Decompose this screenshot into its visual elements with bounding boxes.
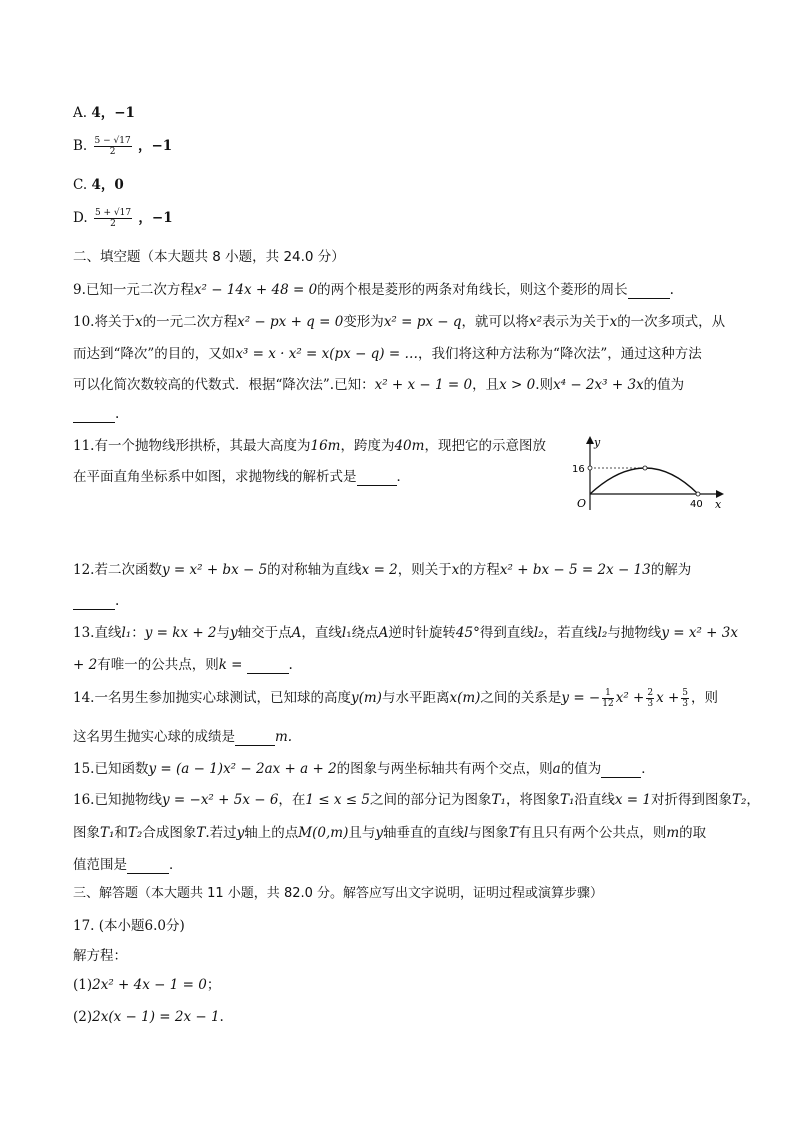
- q15-text: 的图象与两坐标轴共有两个交点，则: [336, 761, 553, 777]
- q11-end: ．: [396, 469, 410, 485]
- q13-text: ，若直线: [543, 625, 598, 641]
- q10-text: 的一元二次方程: [142, 314, 238, 330]
- question-15: [73, 760, 655, 778]
- q16-text: ，: [746, 792, 760, 808]
- question-17-part-1: [73, 976, 220, 994]
- q12-equation: x² + bx − 5 = 2x − 13: [499, 562, 651, 578]
- q13-var: l₁: [121, 625, 132, 641]
- option-d: [73, 208, 173, 229]
- q16-text: 16.已知抛物线: [73, 792, 162, 808]
- question-14-line-1: [73, 688, 718, 709]
- q11-height: 16m: [310, 438, 341, 454]
- q16-var: T₂: [127, 825, 143, 841]
- q10-text: 的一次多项式，从: [617, 314, 726, 330]
- q16-text: .若过: [205, 825, 237, 841]
- section2-header: 二、填空题（本大题共 8 小题，共 24.0 分）: [73, 249, 345, 265]
- q13-equation: y = kx + 2: [144, 625, 217, 641]
- q11-span: 40m: [394, 438, 425, 454]
- question-16-line-1: [73, 791, 760, 809]
- q17-part-1-end: ；: [206, 977, 221, 993]
- q16-var: T₂: [731, 792, 747, 808]
- option-c-value: 4，0: [91, 177, 124, 193]
- q12-text: 的方程: [459, 562, 500, 578]
- q10-equation: x⁴ − 2x³ + 3x: [553, 377, 644, 393]
- q16-text: 值范围是: [73, 857, 127, 873]
- q13-text: 逆时针旋转: [388, 625, 456, 641]
- q12-end: .: [115, 593, 120, 609]
- question-9: [73, 281, 674, 299]
- q11-text: 11.有一个抛物线形拱桥，其最大高度为: [73, 438, 311, 454]
- q10-equation: x² − px + q = 0: [237, 314, 344, 330]
- q15-end: ．: [641, 761, 655, 777]
- q9-end: .: [669, 282, 674, 298]
- q12-text: 12.若二次函数: [73, 562, 162, 578]
- q14-var: y(m): [350, 690, 382, 706]
- option-b-numerator: 5 − √17: [94, 136, 131, 146]
- q13-equation: y = x² + 3x: [661, 625, 738, 641]
- q13-var: l₂: [597, 625, 608, 641]
- question-14-line-2: [73, 728, 292, 746]
- q13-end: .: [288, 657, 293, 673]
- q16-text: 有且只有两个公共点，则: [517, 825, 667, 841]
- section3-header: 三、解答题（本大题共 11 小题，共 82.0 分。解答应写出文字说明，证明过程或演算步骤）: [73, 886, 604, 901]
- q12-var: x: [451, 562, 460, 578]
- q16-var: y: [375, 825, 383, 841]
- q14-text: 与水平距离: [381, 690, 450, 706]
- question-11-line-1: [73, 437, 546, 455]
- q16-end: ．: [169, 857, 183, 873]
- q14-var: x(m): [449, 690, 481, 706]
- q10-var: x²: [529, 314, 543, 330]
- q16-text: 沿直线: [574, 792, 615, 808]
- q16-var: T₁: [559, 792, 575, 808]
- q16-var: y: [236, 825, 245, 841]
- q10-text: ，就可以将: [461, 314, 530, 330]
- question-17-part-2: [73, 1008, 224, 1026]
- q10-text: 表示为关于: [542, 314, 610, 330]
- option-d-label: D.: [73, 210, 88, 226]
- q14-fraction-3: [681, 688, 689, 709]
- q13-var: A: [378, 625, 389, 641]
- q13-text: 与: [216, 625, 231, 641]
- q17-part-1-label: (1): [73, 977, 93, 993]
- q16-equation: x = 1: [614, 792, 651, 808]
- q10-text: 而达到“降次”的目的，又如: [73, 346, 236, 362]
- q12-equation: y = x² + bx − 5: [161, 562, 268, 578]
- q14-fraction-3-num: 5: [682, 688, 689, 698]
- q13-text: 13.直线: [73, 625, 122, 641]
- q11-text: 在平面直角坐标系中如图，求抛物线的解析式是: [73, 469, 357, 485]
- question-17-prompt: 解方程：: [73, 948, 127, 964]
- q14-text: ，则: [691, 690, 719, 706]
- q15-var: a: [552, 761, 561, 777]
- question-11-line-2: [73, 468, 410, 486]
- q14-fraction-2-num: 2: [647, 688, 654, 698]
- question-10-line-1: [73, 313, 725, 331]
- option-c: [73, 176, 124, 194]
- q16-text: 和: [114, 825, 128, 841]
- question-17-title: 17. (本小题6.0分): [73, 918, 185, 934]
- option-c-label: C.: [73, 177, 88, 193]
- q11-text: ，现把它的示意图放: [424, 438, 546, 454]
- q16-var: l: [463, 825, 469, 841]
- q15-text: 15.已知函数: [73, 761, 149, 777]
- q16-text: 之间的部分记为图象: [370, 792, 492, 808]
- q16-point: M(0,m): [298, 825, 349, 841]
- q16-answer-blank[interactable]: [127, 859, 169, 874]
- q16-equation: 1 ≤ x ≤ 5: [305, 792, 371, 808]
- q10-text: ，我们将这种方法称为“降次法”，通过这种方法: [417, 346, 702, 362]
- q15-equation: y = (a − 1)x² − 2ax + a + 2: [148, 761, 337, 777]
- q16-var: T: [508, 825, 518, 841]
- q14-equation: x +: [656, 690, 680, 706]
- q13-var: l₂: [533, 625, 544, 641]
- q14-text: 这名男生抛实心球的成绩是: [73, 729, 235, 745]
- q16-text: 图象: [73, 825, 100, 841]
- y-axis-arrow: [586, 436, 594, 444]
- q12-answer-blank[interactable]: [73, 595, 115, 610]
- q13-angle: 45°: [455, 625, 480, 641]
- option-b-tail: ，−1: [138, 138, 173, 154]
- q14-answer-blank[interactable]: [235, 731, 275, 746]
- option-a-value: 4，−1: [91, 105, 135, 121]
- question-16-line-3: [73, 856, 183, 874]
- q17-part-2-label: (2): [73, 1009, 93, 1025]
- q16-text: ，将图象: [505, 792, 560, 808]
- option-b-denominator: 2: [109, 147, 116, 157]
- q16-var: T₁: [100, 825, 115, 841]
- q16-text: 与图象: [468, 825, 509, 841]
- q16-text: 轴垂直的直线: [382, 825, 464, 841]
- q13-text: ：: [131, 625, 145, 641]
- q13-equation: + 2: [73, 657, 98, 673]
- q10-text: 变形为: [343, 314, 384, 330]
- q10-equation: x > 0: [499, 377, 536, 393]
- peak-value-label: 16: [572, 464, 585, 475]
- q12-equation: x = 2: [361, 562, 398, 578]
- option-b-label: B.: [73, 138, 88, 154]
- q13-var: l: [341, 625, 347, 641]
- q9-text-a: 9.已知一元二次方程: [73, 282, 194, 298]
- q12-text: 的解为: [650, 562, 692, 578]
- parabola-graph: [566, 434, 726, 514]
- q14-text: 14.一名男生参加抛实心球测试，已知球的高度: [73, 690, 351, 706]
- option-d-denominator: 2: [110, 219, 116, 229]
- q12-text: ，则关于: [397, 562, 452, 578]
- question-16-line-2: [73, 824, 706, 842]
- q10-text: 的值为: [643, 377, 685, 393]
- option-b-fraction: [94, 136, 132, 157]
- q14-equation: x² +: [615, 690, 645, 706]
- q16-text: ，在: [278, 792, 306, 808]
- x-axis-arrow: [716, 490, 724, 498]
- option-d-fraction: [94, 208, 132, 229]
- q17-part-2-end: .: [219, 1009, 224, 1025]
- q13-text: 轴交于点: [237, 625, 292, 641]
- q14-fraction-1-den: 12: [602, 699, 614, 709]
- question-13-line-1: [73, 624, 738, 642]
- q14-unit: m.: [275, 729, 293, 745]
- q13-var: k =: [218, 657, 243, 673]
- q16-var: T: [196, 825, 206, 841]
- question-10-line-3: [73, 376, 684, 394]
- question-12-line-1: [73, 561, 691, 579]
- q13-answer-blank[interactable]: [247, 659, 289, 674]
- question-10-line-4: [73, 405, 119, 423]
- option-d-numerator: 5 + √17: [94, 208, 132, 218]
- q14-fraction-1-num: 1: [602, 688, 613, 699]
- q14-fraction-2-den: 3: [647, 699, 654, 709]
- q16-text: 的取: [679, 825, 707, 841]
- q13-text: ，直线: [301, 625, 342, 641]
- q13-text: 得到直线: [479, 625, 534, 641]
- q10-end: .: [115, 406, 120, 422]
- q16-var: m: [666, 825, 680, 841]
- q16-text: 轴上的点: [244, 825, 299, 841]
- span-value-label: 40: [690, 499, 703, 510]
- question-12-line-2: [73, 592, 119, 610]
- q15-text: 的值为: [560, 761, 602, 777]
- q16-text: 且与: [348, 825, 376, 841]
- option-a: [73, 104, 135, 122]
- q17-part-1-equation: 2x² + 4x − 1 = 0: [92, 977, 207, 993]
- q10-answer-blank[interactable]: [73, 408, 115, 423]
- q13-text: ₁绕点: [346, 625, 379, 641]
- q10-text: ，且: [472, 377, 500, 393]
- q13-var: A: [291, 625, 302, 641]
- q12-text: 的对称轴为直线: [267, 562, 362, 578]
- option-a-label: A.: [73, 105, 88, 121]
- origin-label: O: [577, 497, 587, 510]
- q16-text: 对折得到图象: [650, 792, 732, 808]
- q14-fraction-2: [646, 688, 654, 709]
- q14-fraction-1: [602, 688, 613, 709]
- q10-equation: x² + x − 1 = 0: [374, 377, 473, 393]
- parabola-curve: [590, 468, 698, 494]
- q13-text: 与抛物线: [607, 625, 662, 641]
- q11-answer-blank[interactable]: [357, 471, 397, 486]
- vertex-point: [643, 466, 647, 470]
- q13-var: y: [230, 625, 238, 641]
- option-b: [73, 136, 172, 157]
- q10-equation: x² = px − q: [383, 314, 462, 330]
- q10-text: 10.将关于: [73, 314, 135, 330]
- x-axis-label: x: [715, 498, 722, 511]
- y-axis-label: y: [594, 436, 601, 449]
- q11-text: ，跨度为: [340, 438, 395, 454]
- y-axis-point: [588, 466, 592, 470]
- q15-answer-blank[interactable]: [601, 763, 641, 778]
- q16-equation: y = −x² + 5x − 6: [161, 792, 279, 808]
- q14-text: 之间的关系是: [480, 690, 562, 706]
- question-13-line-2: [73, 656, 293, 674]
- question-10-line-2: [73, 345, 702, 363]
- q10-text: 可以化简次数较高的代数式．根据“降次法”.已知：: [73, 377, 375, 393]
- q9-answer-blank[interactable]: [628, 284, 670, 299]
- option-d-tail: ，−1: [138, 210, 173, 226]
- q13-text: 有唯一的公共点，则: [97, 657, 219, 673]
- q16-text: 合成图象: [142, 825, 197, 841]
- q10-equation: x³ = x · x² = x(px − q) = …: [235, 346, 418, 362]
- q17-part-2-equation: 2x(x − 1) = 2x − 1: [92, 1009, 220, 1025]
- q14-equation: y = −: [561, 690, 601, 706]
- q9-equation: x² − 14x + 48 = 0: [193, 282, 318, 298]
- q10-text: .则: [535, 377, 554, 393]
- q14-fraction-3-den: 3: [682, 699, 689, 709]
- end-point: [696, 492, 700, 496]
- q16-var: T₁: [491, 792, 506, 808]
- q10-var: x: [134, 314, 143, 330]
- q10-var: x: [609, 314, 618, 330]
- q9-text-b: 的两个根是菱形的两条对角线长，则这个菱形的周长: [317, 282, 628, 298]
